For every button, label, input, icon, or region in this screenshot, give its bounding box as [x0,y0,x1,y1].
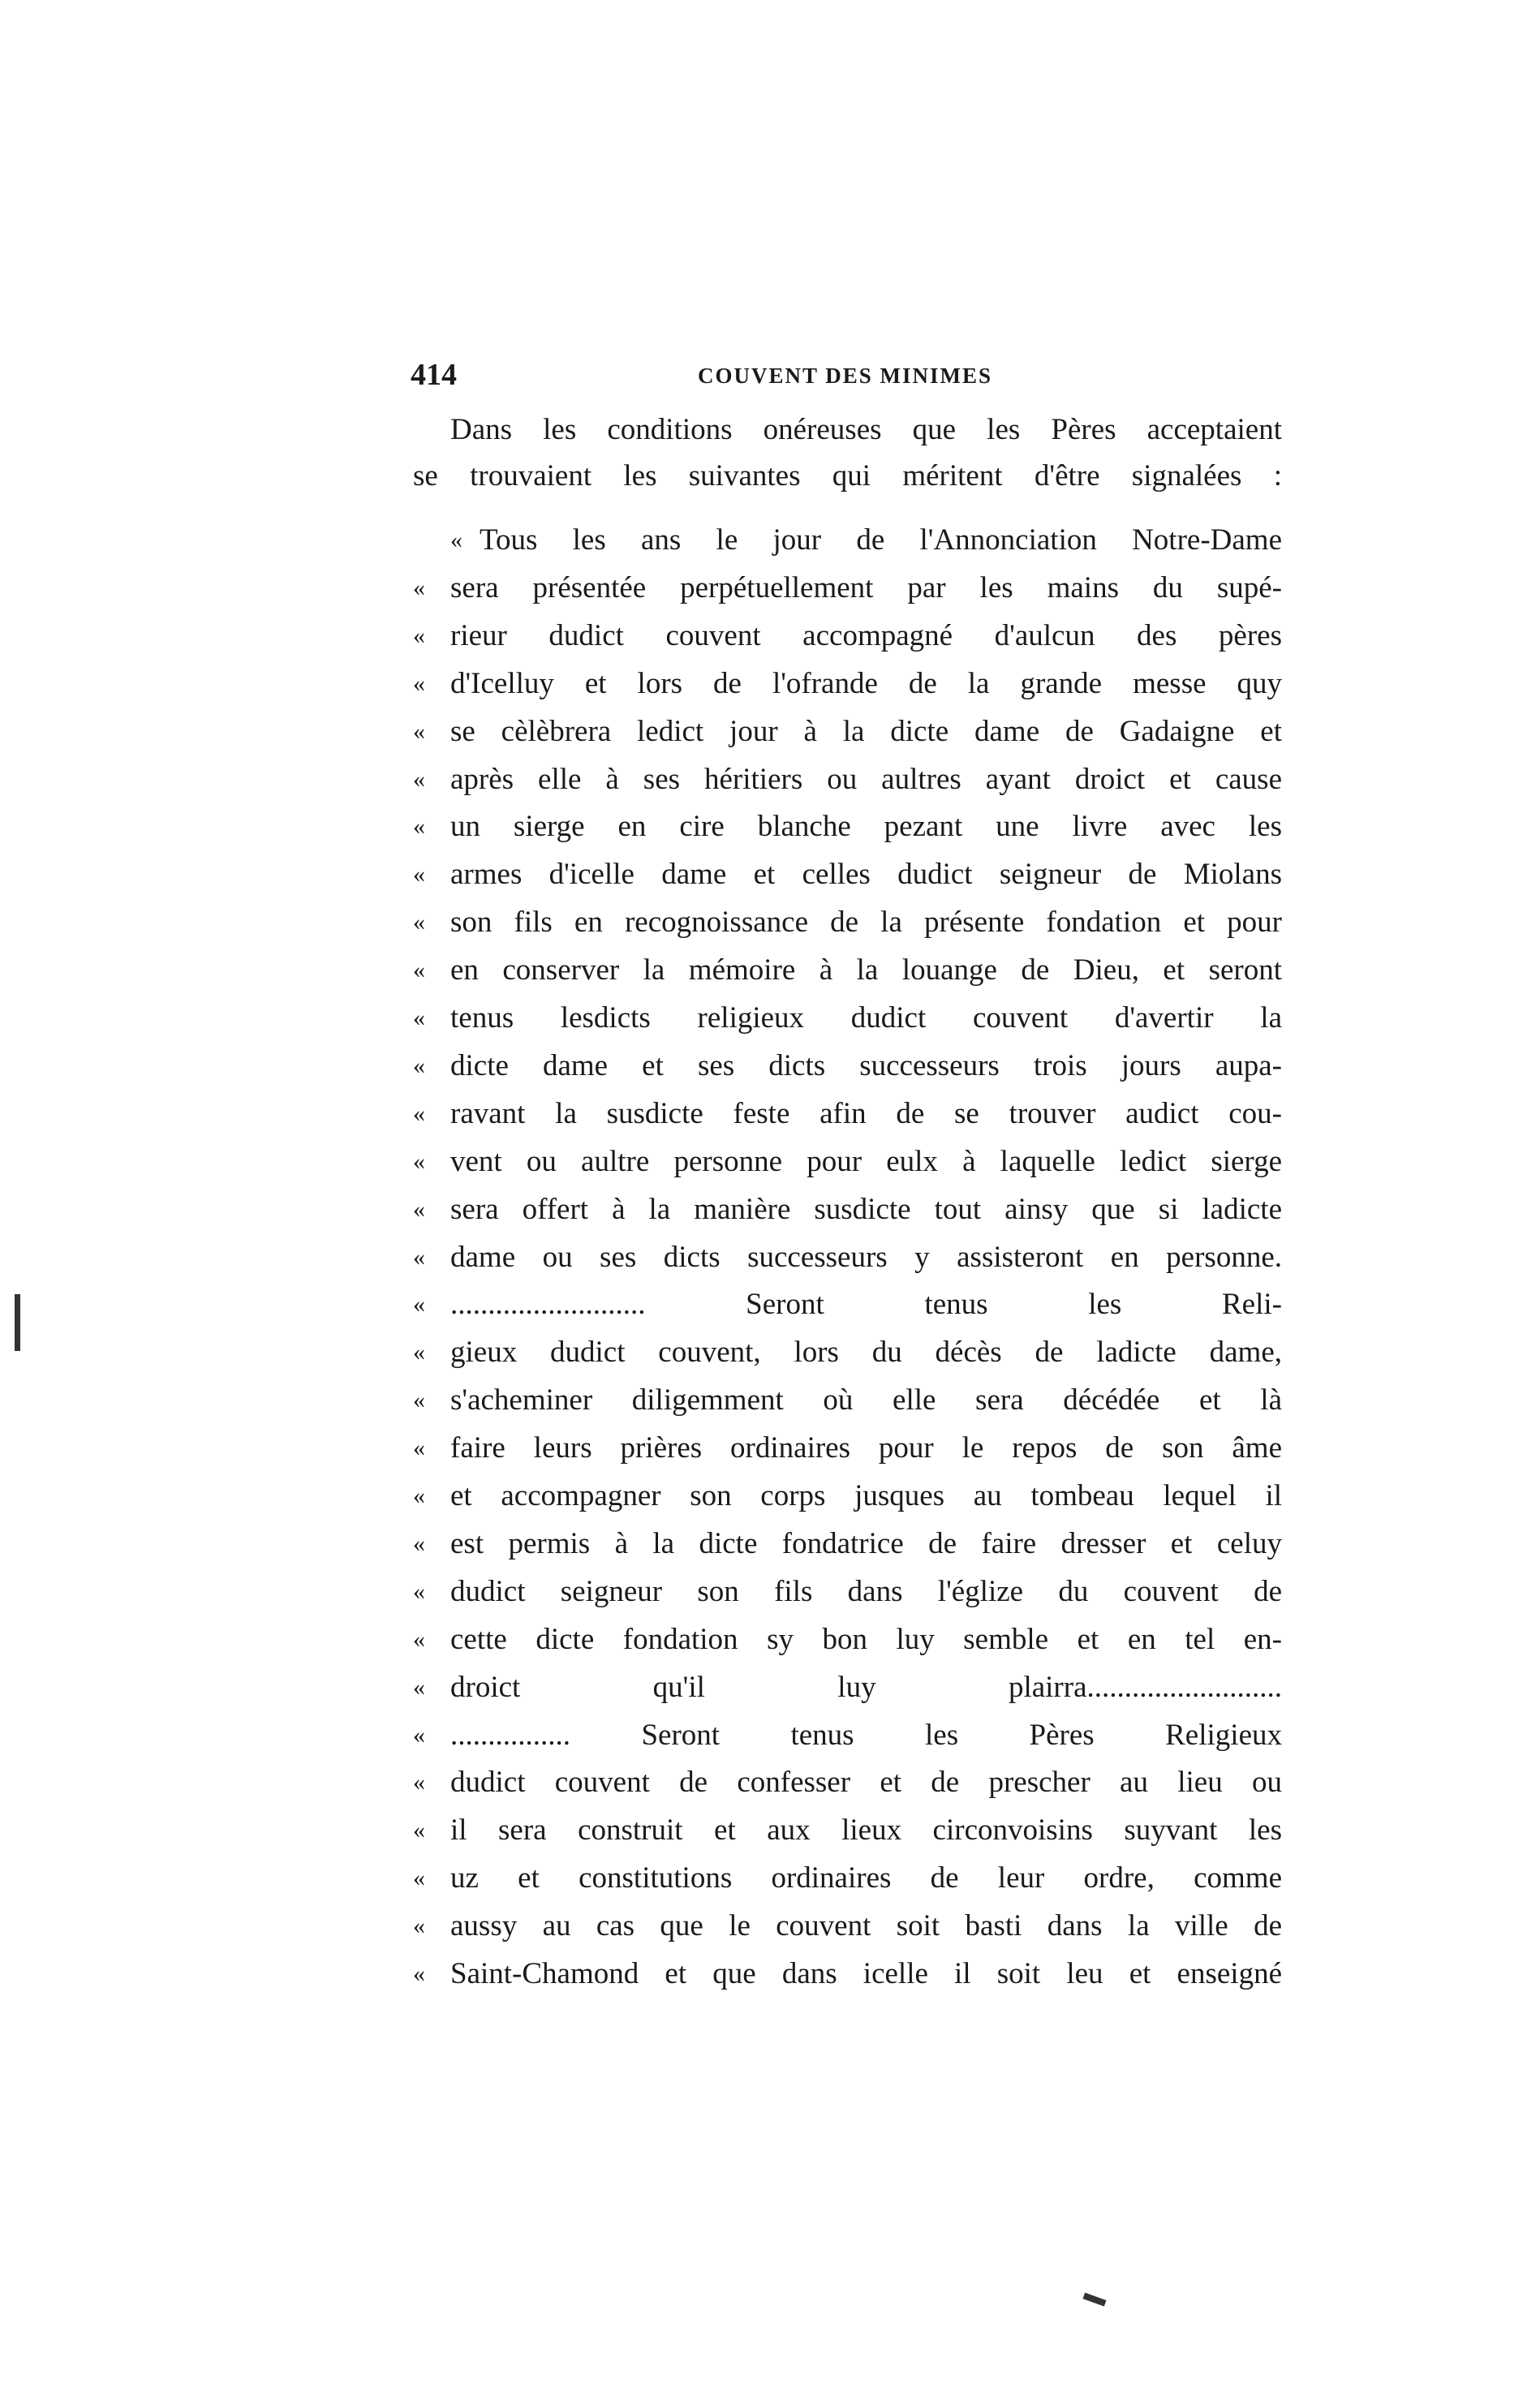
quote-mark: « [413,1052,425,1079]
quote-mark: « [413,1291,425,1319]
line-text: ravant la susdicte feste afin de se trouver audict cou- [450,1096,1282,1130]
quote-line [413,1473,1282,1520]
quote-line [413,1759,1282,1806]
quote-mark: « [413,909,425,936]
line-text: cette dicte fondation sy bon luy semble et en tel en- [450,1622,1282,1656]
text-line [413,453,1282,500]
quote-mark: « [413,669,425,697]
quote-line [413,708,1282,755]
quote-line [413,995,1282,1042]
quote-mark: « [413,1721,425,1749]
line-text: dame ou ses dicts successeurs y assisteront en personne. [450,1240,1282,1274]
quote-line [413,1855,1282,1902]
quote-line [413,565,1282,612]
running-title: COUVENT DES MINIMES [698,364,993,388]
quote-mark: « [413,1482,425,1509]
line-text: et accompagner son corps jusques au tombeau lequel il [450,1479,1282,1512]
margin-mark [15,1294,20,1351]
quote-mark: « [413,717,425,745]
quote-mark: « [413,861,425,888]
quote-mark: « [413,957,425,984]
quote-mark: « [413,1147,425,1175]
line-text: .......................... Seront tenus les Reli- [450,1288,1282,1322]
quote-line [413,1807,1282,1854]
quote-line [413,1712,1282,1759]
quote-mark: « [413,1673,425,1701]
quote-mark: « [413,1529,425,1557]
quote-mark: « [413,1243,425,1271]
line-text: Dans les conditions onéreuses que les Pères acceptaient [450,413,1282,446]
line-text: un sierge en cire blanche pezant une livre avec les [450,810,1282,844]
quote-line [413,1425,1282,1472]
quote-line [413,899,1282,946]
quote-mark: « [413,1099,425,1127]
quote-line [413,1568,1282,1616]
quote-mark: « [413,1817,425,1844]
line-text: rieur dudict couvent accompagné d'aulcun des pères [450,618,1282,652]
line-text: tenus lesdicts religieux dudict couvent d'avertir la [450,1001,1282,1035]
line-text: se trouvaient les suivantes qui méritent d'être signalées : [413,459,1282,493]
quote-mark: « [413,1769,425,1796]
quote-line [413,1043,1282,1090]
page-number: 414 [411,358,457,392]
line-text: sera présentée perpétuellement par les mains du supé- [450,570,1282,604]
line-text: sera offert à la manière susdicte tout ainsy que si ladicte [450,1192,1282,1226]
ink-smudge [1082,2292,1106,2306]
quote-mark: « [413,1625,425,1653]
quote-line [413,947,1282,994]
line-text: en conserver la mémoire à la louange de Dieu, et seront [450,953,1282,987]
line-text: s'acheminer diligemment où elle sera décédée et là [450,1383,1282,1418]
quote-line [413,1234,1282,1281]
quote-mark: « [413,1960,425,1987]
line-text: faire leurs prières ordinaires pour le repos de son âme [450,1431,1282,1465]
line-text: il sera construit et aux lieux circonvoisins suyvant les [450,1813,1282,1848]
line-text: dicte dame et ses dicts successeurs trois jours aupa- [450,1048,1282,1082]
quote-mark: « [413,1387,425,1414]
quote-line [413,1138,1282,1185]
quote-line [413,1616,1282,1663]
quote-line [413,1377,1282,1424]
quote-line [413,1281,1282,1328]
quote-mark: « [413,1195,425,1223]
quote-mark: « [413,574,425,601]
quote-mark: « [413,1005,425,1031]
line-text: armes d'icelle dame et celles dudict seigneur de Miolans [450,858,1282,892]
quote-line [413,1521,1282,1568]
quote-mark: « [413,1577,425,1605]
quote-line [413,517,1282,564]
line-text: vent ou aultre personne pour eulx à laquelle ledict sierge [450,1144,1282,1178]
line-text: dudict couvent de confesser et de prescher au lieu ou [450,1766,1282,1800]
line-text: Tous les ans le jour de l'Annonciation Notre-Dame [480,523,1282,557]
quote-mark: « [450,527,462,553]
quote-mark: « [413,1435,425,1462]
quote-mark: « [413,813,425,841]
quote-mark: « [413,1912,425,1940]
quote-mark: « [413,765,425,793]
line-text: ................ Seront tenus les Pères Religieux [450,1718,1282,1752]
quote-line [413,660,1282,708]
line-text: après elle à ses héritiers ou aultres ayant droict et cause [450,762,1282,796]
quote-line [413,756,1282,803]
line-text: droict qu'il luy plairra.......................... [450,1670,1282,1704]
line-text: d'Icelluy et lors de l'ofrande de la grande messe quy [450,666,1282,700]
quote-line [413,1664,1282,1711]
line-text: gieux dudict couvent, lors du décès de ladicte dame, [450,1336,1282,1370]
quote-line [413,1903,1282,1950]
quote-line [413,803,1282,850]
line-text: est permis à la dicte fondatrice de faire dresser et celuy [450,1526,1282,1560]
line-text: se cèlèbrera ledict jour à la dicte dame de Gadaigne et [450,714,1282,748]
quote-line [413,613,1282,660]
line-text: son fils en recognoissance de la présente fondation et pour [450,906,1282,940]
quote-line [413,851,1282,898]
quote-line [413,1091,1282,1138]
quote-line [413,1329,1282,1376]
quote-line [413,1186,1282,1233]
quote-mark: « [413,622,425,649]
line-text: aussy au cas que le couvent soit basti dans la ville de [450,1909,1282,1943]
text-line [413,407,1282,454]
quote-line [413,1951,1282,1998]
line-text: uz et constitutions ordinaires de leur ordre, comme [450,1861,1282,1895]
quote-mark: « [413,1865,425,1892]
line-text: Saint-Chamond et que dans icelle il soit leu et enseigné [450,1957,1282,1990]
quote-mark: « [413,1339,425,1366]
line-text: dudict seigneur son fils dans l'églize du couvent de [450,1574,1282,1608]
